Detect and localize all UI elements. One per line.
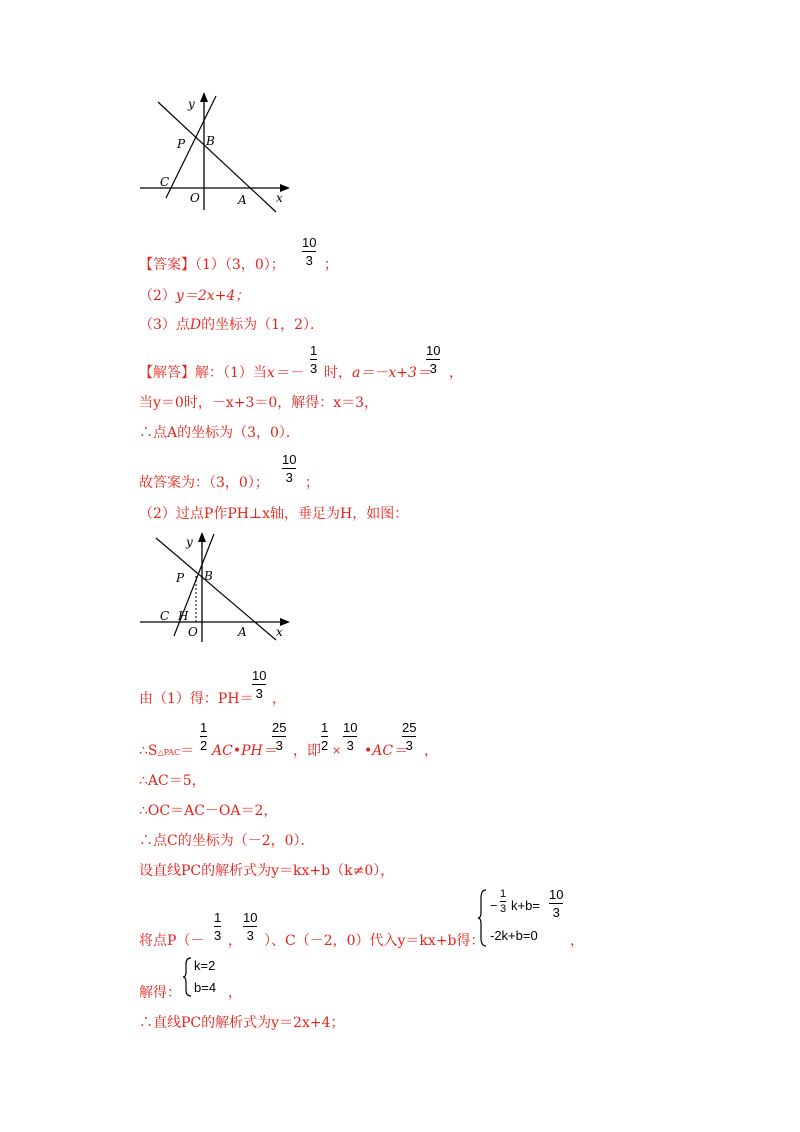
solution-line-14: ∴直线PC的解析式为y＝2x+4； (139, 1015, 345, 1031)
system-1-row-2: -2k+b=0 (490, 928, 538, 943)
fig2-label-x: x (276, 625, 283, 639)
fraction-1-3-b: 1 3 (214, 910, 222, 943)
fig2-label-b: B (204, 569, 213, 583)
fig1-label-y: y (188, 97, 195, 111)
solution-line-2: 当y＝0时，－x+3＝0，解得：x＝3， (139, 395, 379, 411)
fraction-10-3-d: 10 3 (343, 720, 358, 753)
system-1-row-1: − (490, 898, 498, 913)
fig2-label-y: y (186, 535, 193, 549)
solution-line-12: 将点P（－ (139, 933, 205, 949)
fig1-label-x: x (276, 191, 283, 205)
fraction-1-2-a: 1 2 (200, 720, 208, 753)
fraction-25-3-b: 25 3 (402, 720, 417, 753)
system-fraction-10-3: 10 3 (549, 887, 564, 920)
solution-line-4: 故答案为：（3，0）； (139, 475, 269, 491)
solution-line-7: ∴S△PAC＝ (139, 743, 195, 759)
solution-line-8: ∴AC＝5， (139, 773, 206, 789)
fraction-10-3-a: 10 3 (426, 343, 441, 376)
answer-tag: 【答案】 (139, 257, 195, 273)
fig2-label-p: P (176, 571, 185, 585)
figure-2-graph (138, 530, 298, 644)
fraction-1-3: 1 3 (310, 343, 318, 376)
system-2-row-2: b=4 (194, 980, 217, 995)
fig1-label-c: C (160, 175, 170, 189)
fraction-1-2-b: 1 2 (321, 720, 329, 753)
fig1-label-p: P (177, 137, 186, 151)
fig2-label-a: A (238, 625, 247, 639)
answer-line-3: （3）点D的坐标为（1，2）． (139, 317, 324, 333)
answer-line-1: 【答案】（1）（3，0）； (139, 257, 285, 273)
system-fraction-1-3: 1 3 (500, 888, 507, 915)
fraction-10-3-b: 10 3 (282, 452, 297, 485)
fig2-label-c: C (160, 609, 170, 623)
solution-line-6: 由（1）得：PH＝ (139, 691, 254, 707)
fig1-label-b: B (206, 134, 215, 148)
answer-fraction-10-3: 10 3 (302, 235, 317, 268)
solution-line-10: ∴点C的坐标为（－2，0）． (139, 833, 315, 849)
fig2-label-o: O (188, 625, 198, 639)
answer-line-2: （2）y＝2x+4； (139, 288, 250, 304)
fig1-label-o: O (190, 191, 200, 205)
solution-line-9: ∴OC＝AC－OA＝2， (139, 803, 278, 819)
fig2-label-h: H (178, 609, 189, 623)
solution-line-3: ∴点A的坐标为（3，0）． (139, 425, 300, 441)
fig1-label-a: A (238, 193, 247, 207)
solution-line-5: （2）过点P作PH⊥x轴，垂足为H，如图： (139, 506, 409, 522)
fraction-10-3-c: 10 3 (252, 668, 267, 701)
fraction-10-3-e: 10 3 (243, 910, 258, 943)
figure-1-graph (138, 90, 298, 220)
solution-line-13: 解得： (139, 985, 181, 1001)
system-2-row-1: k=2 (194, 958, 216, 973)
fraction-25-3-a: 25 3 (272, 720, 287, 753)
solution-tag: 【解答】 (139, 365, 195, 381)
system-brace-2 (183, 956, 193, 998)
solution-line-1-b: 时，a＝－x+3＝ (324, 365, 431, 381)
system-brace-1 (478, 888, 488, 948)
solution-line-1: 【解答】解：（1）当x＝－ (139, 365, 303, 381)
solution-line-11: 设直线PC的解析式为y＝kx+b（k≠0）， (139, 863, 395, 879)
